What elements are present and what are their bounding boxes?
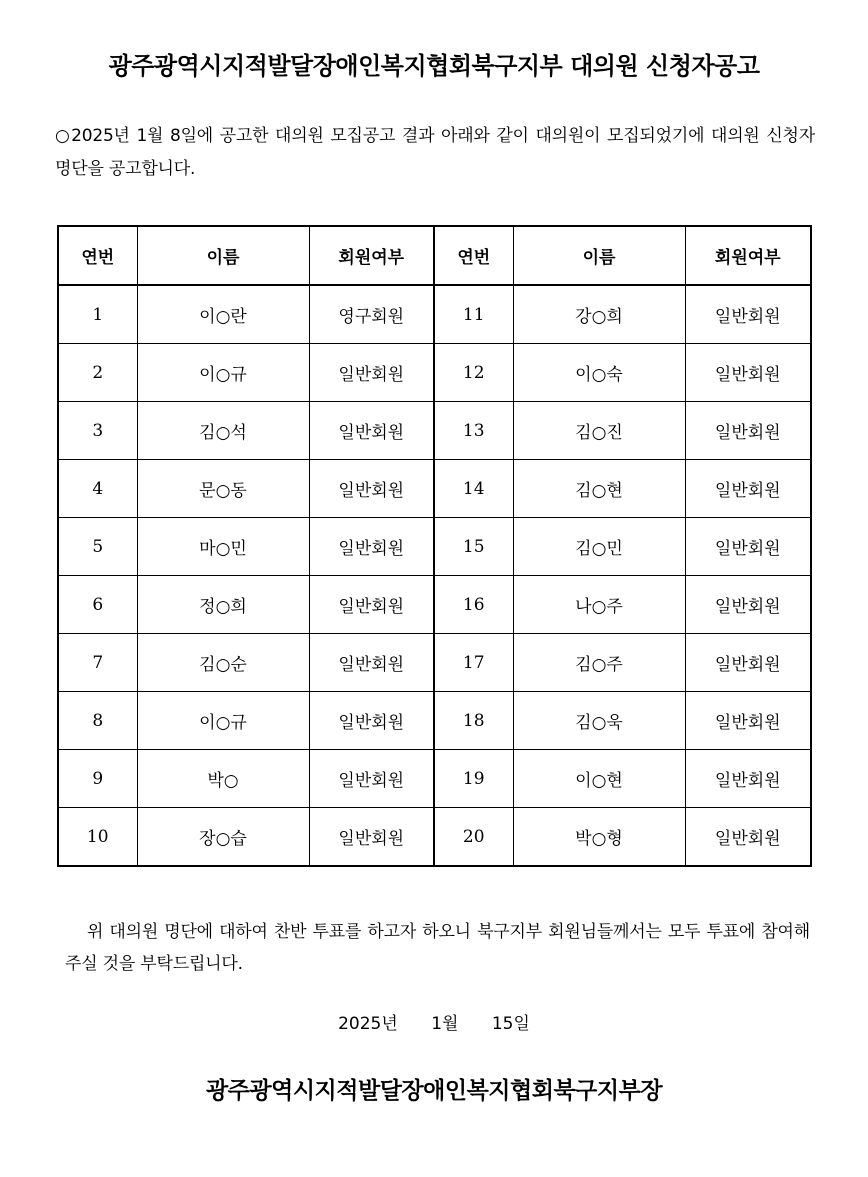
cell-no: 4 — [58, 460, 137, 518]
cell-name-2: 김○주 — [513, 634, 685, 692]
table-row — [58, 402, 811, 460]
table-row — [58, 518, 811, 576]
cell-no: 10 — [58, 808, 137, 867]
cell-membership: 일반회원 — [309, 402, 434, 460]
table-row — [58, 285, 811, 344]
table-row — [58, 692, 811, 750]
table-row — [58, 808, 811, 867]
cell-name: 마○민 — [137, 518, 309, 576]
cell-no: 7 — [58, 634, 137, 692]
header-name-2: 이름 — [513, 226, 685, 285]
cell-no-2: 11 — [434, 285, 513, 344]
cell-membership: 일반회원 — [309, 692, 434, 750]
cell-membership: 일반회원 — [309, 344, 434, 402]
cell-no: 5 — [58, 518, 137, 576]
cell-membership-2: 일반회원 — [685, 808, 811, 867]
notice-date — [0, 1009, 868, 1034]
header-no: 연번 — [58, 226, 137, 285]
cell-membership-2: 일반회원 — [685, 460, 811, 518]
cell-no: 1 — [58, 285, 137, 344]
closing-paragraph: 위 대의원 명단에 대하여 찬반 투표를 하고자 하오니 북구지부 회원님들께서는 모두 투표에 참여해 주실 것을 부탁드립니다. — [65, 922, 810, 974]
cell-no-2: 16 — [434, 576, 513, 634]
cell-name-2: 강○희 — [513, 285, 685, 344]
intro-paragraph: ○2025년 1월 8일에 공고한 대의원 모집공고 결과 아래와 같이 대의원이 모집되었기에 대의원 신청자 명단을 공고합니다. — [55, 126, 815, 179]
date-month: 1월 — [431, 1014, 459, 1034]
cell-membership: 일반회원 — [309, 634, 434, 692]
delegate-applicant-table — [57, 225, 812, 867]
cell-no-2: 12 — [434, 344, 513, 402]
cell-no: 6 — [58, 576, 137, 634]
cell-name: 장○습 — [137, 808, 309, 867]
cell-name-2: 김○욱 — [513, 692, 685, 750]
cell-no: 2 — [58, 344, 137, 402]
cell-no-2: 20 — [434, 808, 513, 867]
cell-membership: 일반회원 — [309, 808, 434, 867]
cell-no: 9 — [58, 750, 137, 808]
table-row — [58, 460, 811, 518]
header-membership: 회원여부 — [309, 226, 434, 285]
cell-membership: 일반회원 — [309, 518, 434, 576]
cell-no-2: 15 — [434, 518, 513, 576]
date-year: 2025년 — [338, 1014, 398, 1034]
table-body — [58, 285, 811, 866]
cell-membership: 영구회원 — [309, 285, 434, 344]
cell-name-2: 박○형 — [513, 808, 685, 867]
cell-no: 3 — [58, 402, 137, 460]
cell-membership-2: 일반회원 — [685, 576, 811, 634]
cell-name-2: 김○민 — [513, 518, 685, 576]
table-row — [58, 576, 811, 634]
cell-membership-2: 일반회원 — [685, 344, 811, 402]
cell-no-2: 13 — [434, 402, 513, 460]
table-header-row — [58, 226, 811, 285]
cell-no-2: 17 — [434, 634, 513, 692]
cell-name-2: 나○주 — [513, 576, 685, 634]
cell-name: 박○ — [137, 750, 309, 808]
cell-name-2: 김○진 — [513, 402, 685, 460]
header-no-2: 연번 — [434, 226, 513, 285]
cell-membership-2: 일반회원 — [685, 692, 811, 750]
cell-name: 문○동 — [137, 460, 309, 518]
cell-no-2: 14 — [434, 460, 513, 518]
cell-membership: 일반회원 — [309, 460, 434, 518]
cell-name: 이○란 — [137, 285, 309, 344]
date-day: 15일 — [491, 1014, 530, 1034]
cell-name: 이○규 — [137, 692, 309, 750]
cell-name: 김○석 — [137, 402, 309, 460]
signatory: 광주광역시지적발달장애인복지협회북구지부장 — [205, 1078, 663, 1104]
cell-name: 김○순 — [137, 634, 309, 692]
cell-membership-2: 일반회원 — [685, 518, 811, 576]
header-name: 이름 — [137, 226, 309, 285]
table-row — [58, 750, 811, 808]
table-row — [58, 634, 811, 692]
cell-name: 정○희 — [137, 576, 309, 634]
cell-name-2: 김○현 — [513, 460, 685, 518]
header-membership-2: 회원여부 — [685, 226, 811, 285]
cell-membership-2: 일반회원 — [685, 285, 811, 344]
cell-name: 이○규 — [137, 344, 309, 402]
table-row — [58, 344, 811, 402]
cell-membership-2: 일반회원 — [685, 750, 811, 808]
cell-membership: 일반회원 — [309, 576, 434, 634]
cell-membership-2: 일반회원 — [685, 634, 811, 692]
cell-no-2: 18 — [434, 692, 513, 750]
cell-name-2: 이○현 — [513, 750, 685, 808]
cell-membership-2: 일반회원 — [685, 402, 811, 460]
cell-no: 8 — [58, 692, 137, 750]
document-title: 광주광역시지적발달장애인복지협회북구지부 대의원 신청자공고 — [108, 52, 760, 80]
cell-membership: 일반회원 — [309, 750, 434, 808]
cell-no-2: 19 — [434, 750, 513, 808]
cell-name-2: 이○숙 — [513, 344, 685, 402]
